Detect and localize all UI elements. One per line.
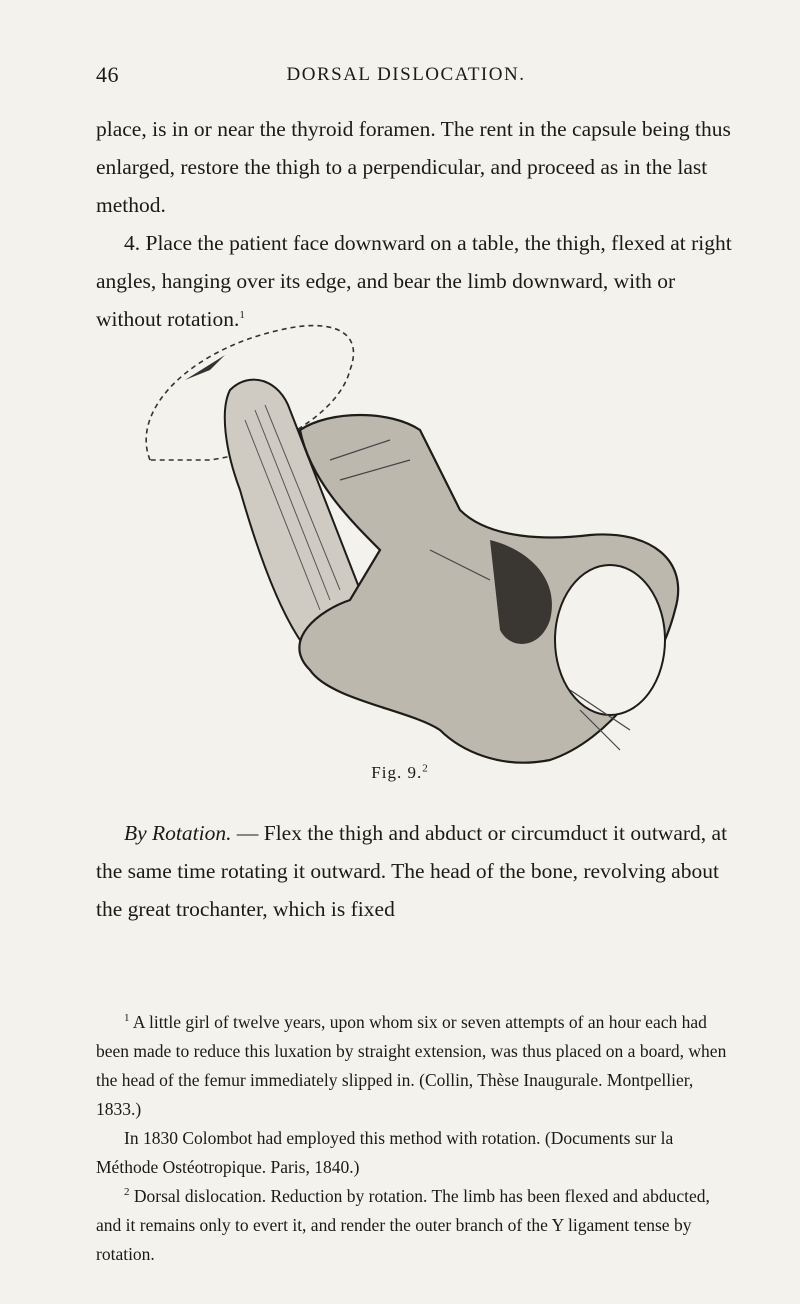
body-text-rotation <box>96 814 736 928</box>
pelvis-femur-illustration <box>130 310 690 770</box>
figure-caption-text: Fig. 9. <box>371 763 423 782</box>
footnote-2 <box>96 1182 736 1269</box>
footnote-ref-1: 1 <box>239 308 245 321</box>
page-number: 46 <box>96 62 119 87</box>
footnote-2-text: Dorsal dislocation. Reduction by rotation. The limb has been flexed and abducted, and it remains only to evert it, and render the outer branch of the Y ligament tense by rotation. <box>96 1186 710 1264</box>
footnote-1 <box>96 1008 736 1124</box>
footnotes <box>96 1008 736 1269</box>
running-title: DORSAL DISLOCATION. <box>286 64 526 85</box>
paragraph-method-4-text: 4. Place the patient face downward on a table, the thigh, flexed at right angles, hanging over its edge, and bear the limb downward, with or without rotation. <box>96 231 732 331</box>
figure-caption <box>0 763 800 783</box>
body-text-top <box>96 110 736 338</box>
obturator-foramen <box>555 565 665 715</box>
paragraph-by-rotation <box>96 814 736 928</box>
footnote-1-marker: 1 <box>124 1012 130 1025</box>
rotation-arrow <box>185 355 225 380</box>
heading-dash: — <box>231 821 264 845</box>
footnote-ref-2: 2 <box>422 762 429 775</box>
paragraph-continuation: place, is in or near the thyroid foramen. The rent in the capsule being thus enlarged, restore the thigh to a perpendicular, and proceed as in the last method. <box>96 117 731 217</box>
page-header <box>96 62 716 92</box>
footnote-2-marker: 2 <box>124 1186 130 1199</box>
paragraph-by-rotation-text: Flex the thigh and abduct or circumduct it outward, at the same time rotating it outward. The head of the bone, revolving about the great trochanter, which is fixed <box>96 821 728 921</box>
section-heading-by-rotation: By Rotation. <box>124 821 232 845</box>
footnote-1-continuation: In 1830 Colombot had employed this method with rotation. (Documents sur la Méthode Ostéotropique. Paris, 1840.) <box>96 1128 674 1177</box>
footnote-1-text: A little girl of twelve years, upon whom six or seven attempts of an hour each had been made to reduce this luxation by straight extension, was thus placed on a board, when the head of the femur immediately slipped in. (Collin, Thèse Inaugurale. Montpellier, 1833.) <box>96 1012 727 1119</box>
